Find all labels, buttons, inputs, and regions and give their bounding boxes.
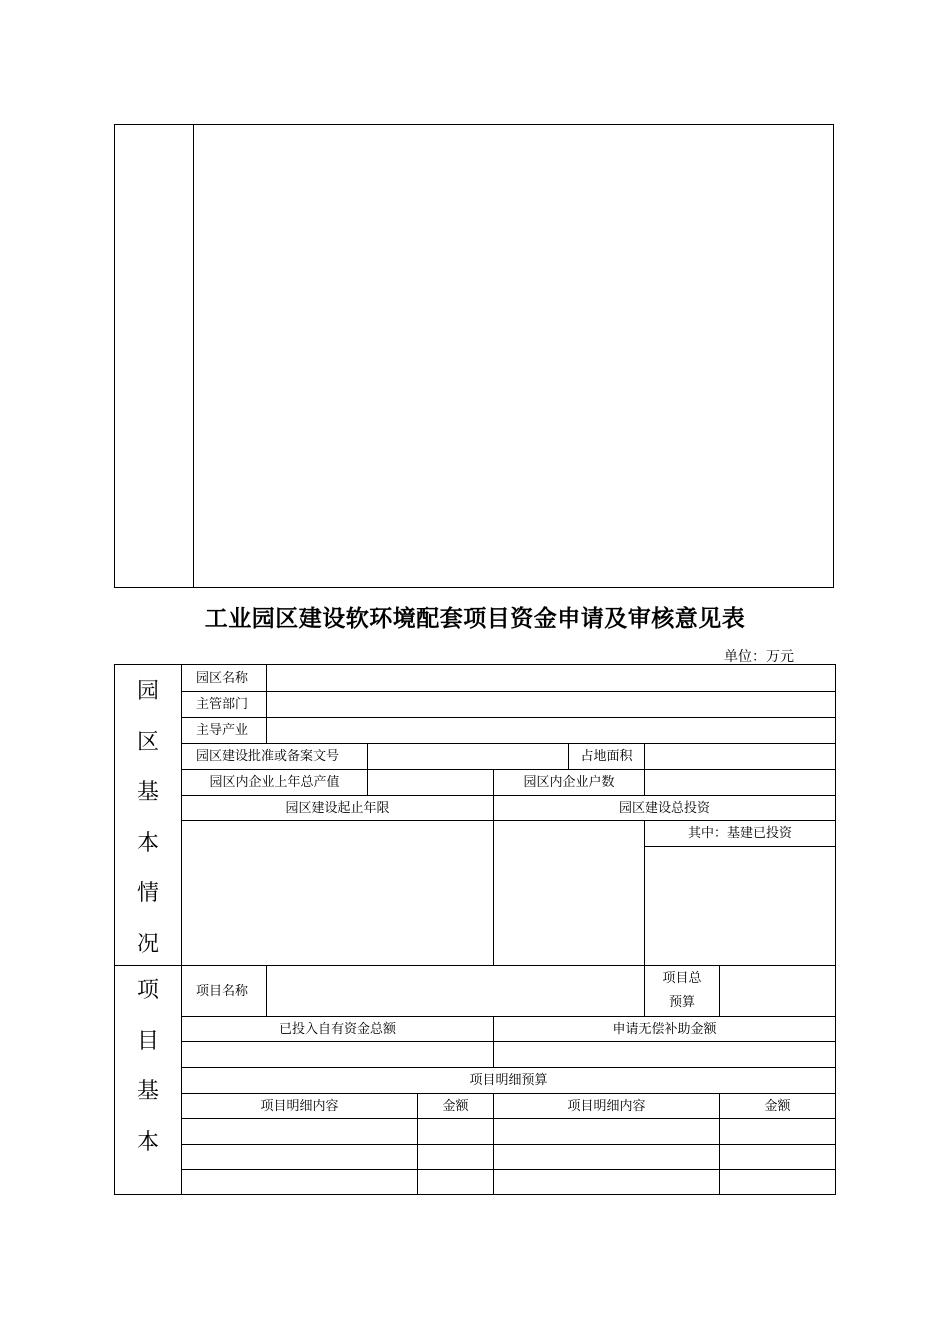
period-field[interactable] — [181, 820, 493, 965]
amount-field[interactable] — [417, 1144, 493, 1169]
detail-budget-header: 项目明细预算 — [181, 1067, 835, 1093]
enterprise-count-label: 园区内企业户数 — [493, 769, 644, 795]
budget-label-line2: 预算 — [668, 995, 695, 1010]
side-char: 本 — [136, 1129, 159, 1155]
industry-label: 主导产业 — [181, 717, 266, 743]
subsidy-label: 申请无偿补助金额 — [493, 1016, 835, 1041]
own-funds-label: 已投入自有资金总额 — [181, 1016, 493, 1041]
amount-header: 金额 — [417, 1093, 493, 1118]
budget-field[interactable] — [719, 965, 835, 1016]
detail-content-field[interactable] — [181, 1144, 417, 1169]
detail-content-field[interactable] — [181, 1169, 417, 1194]
detail-content-header: 项目明细内容 — [181, 1093, 417, 1118]
amount-field[interactable] — [719, 1144, 835, 1169]
project-section-label — [115, 966, 181, 1195]
previous-table-continuation — [114, 124, 834, 588]
budget-label — [644, 965, 719, 1016]
detail-content-field[interactable] — [181, 1118, 417, 1144]
budget-label-line1: 项目总 — [662, 971, 702, 986]
form-title: 工业园区建设软环境配套项目资金申请及审核意见表 — [204, 606, 746, 632]
detail-content-field[interactable] — [493, 1118, 719, 1144]
detail-content-header: 项目明细内容 — [493, 1093, 719, 1118]
project-name-field[interactable] — [266, 965, 644, 1016]
amount-field[interactable] — [719, 1118, 835, 1144]
subsidy-field[interactable] — [493, 1041, 835, 1067]
period-label: 园区建设起止年限 — [181, 795, 493, 820]
detail-content-field[interactable] — [493, 1169, 719, 1194]
authority-label: 主管部门 — [181, 691, 266, 717]
application-form-table — [114, 664, 836, 1195]
side-char: 区 — [136, 729, 159, 755]
enterprise-count-field[interactable] — [644, 769, 835, 795]
authority-field[interactable] — [266, 691, 835, 717]
infra-invested-field[interactable] — [644, 846, 835, 965]
detail-content-field[interactable] — [493, 1144, 719, 1169]
approval-doc-label: 园区建设批准或备案文号 — [181, 743, 367, 769]
land-area-label: 占地面积 — [568, 743, 644, 769]
output-value-label: 园区内企业上年总产值 — [181, 769, 367, 795]
amount-field[interactable] — [417, 1169, 493, 1194]
unit-label: 单位：万元 — [724, 649, 794, 665]
side-char: 情 — [136, 881, 159, 906]
project-name-label: 项目名称 — [181, 965, 266, 1016]
amount-header: 金额 — [719, 1093, 835, 1118]
side-char: 基 — [136, 780, 159, 805]
total-investment-label: 园区建设总投资 — [493, 795, 835, 820]
side-char: 本 — [136, 830, 159, 856]
column-divider — [193, 125, 194, 587]
output-value-field[interactable] — [367, 769, 493, 795]
side-char: 目 — [136, 1028, 159, 1054]
side-char: 园 — [136, 679, 159, 704]
own-funds-field[interactable] — [181, 1041, 493, 1067]
infra-invested-label: 其中：基建已投资 — [644, 820, 835, 846]
park-name-label: 园区名称 — [181, 665, 266, 691]
total-investment-field[interactable] — [493, 820, 644, 965]
industry-field[interactable] — [266, 717, 835, 743]
side-char: 项 — [136, 978, 159, 1003]
park-name-field[interactable] — [266, 665, 835, 691]
amount-field[interactable] — [719, 1169, 835, 1194]
side-char: 况 — [136, 931, 159, 957]
approval-doc-field[interactable] — [367, 743, 568, 769]
park-section-label — [115, 665, 181, 965]
amount-field[interactable] — [417, 1118, 493, 1144]
side-char: 基 — [136, 1079, 159, 1104]
land-area-field[interactable] — [644, 743, 835, 769]
